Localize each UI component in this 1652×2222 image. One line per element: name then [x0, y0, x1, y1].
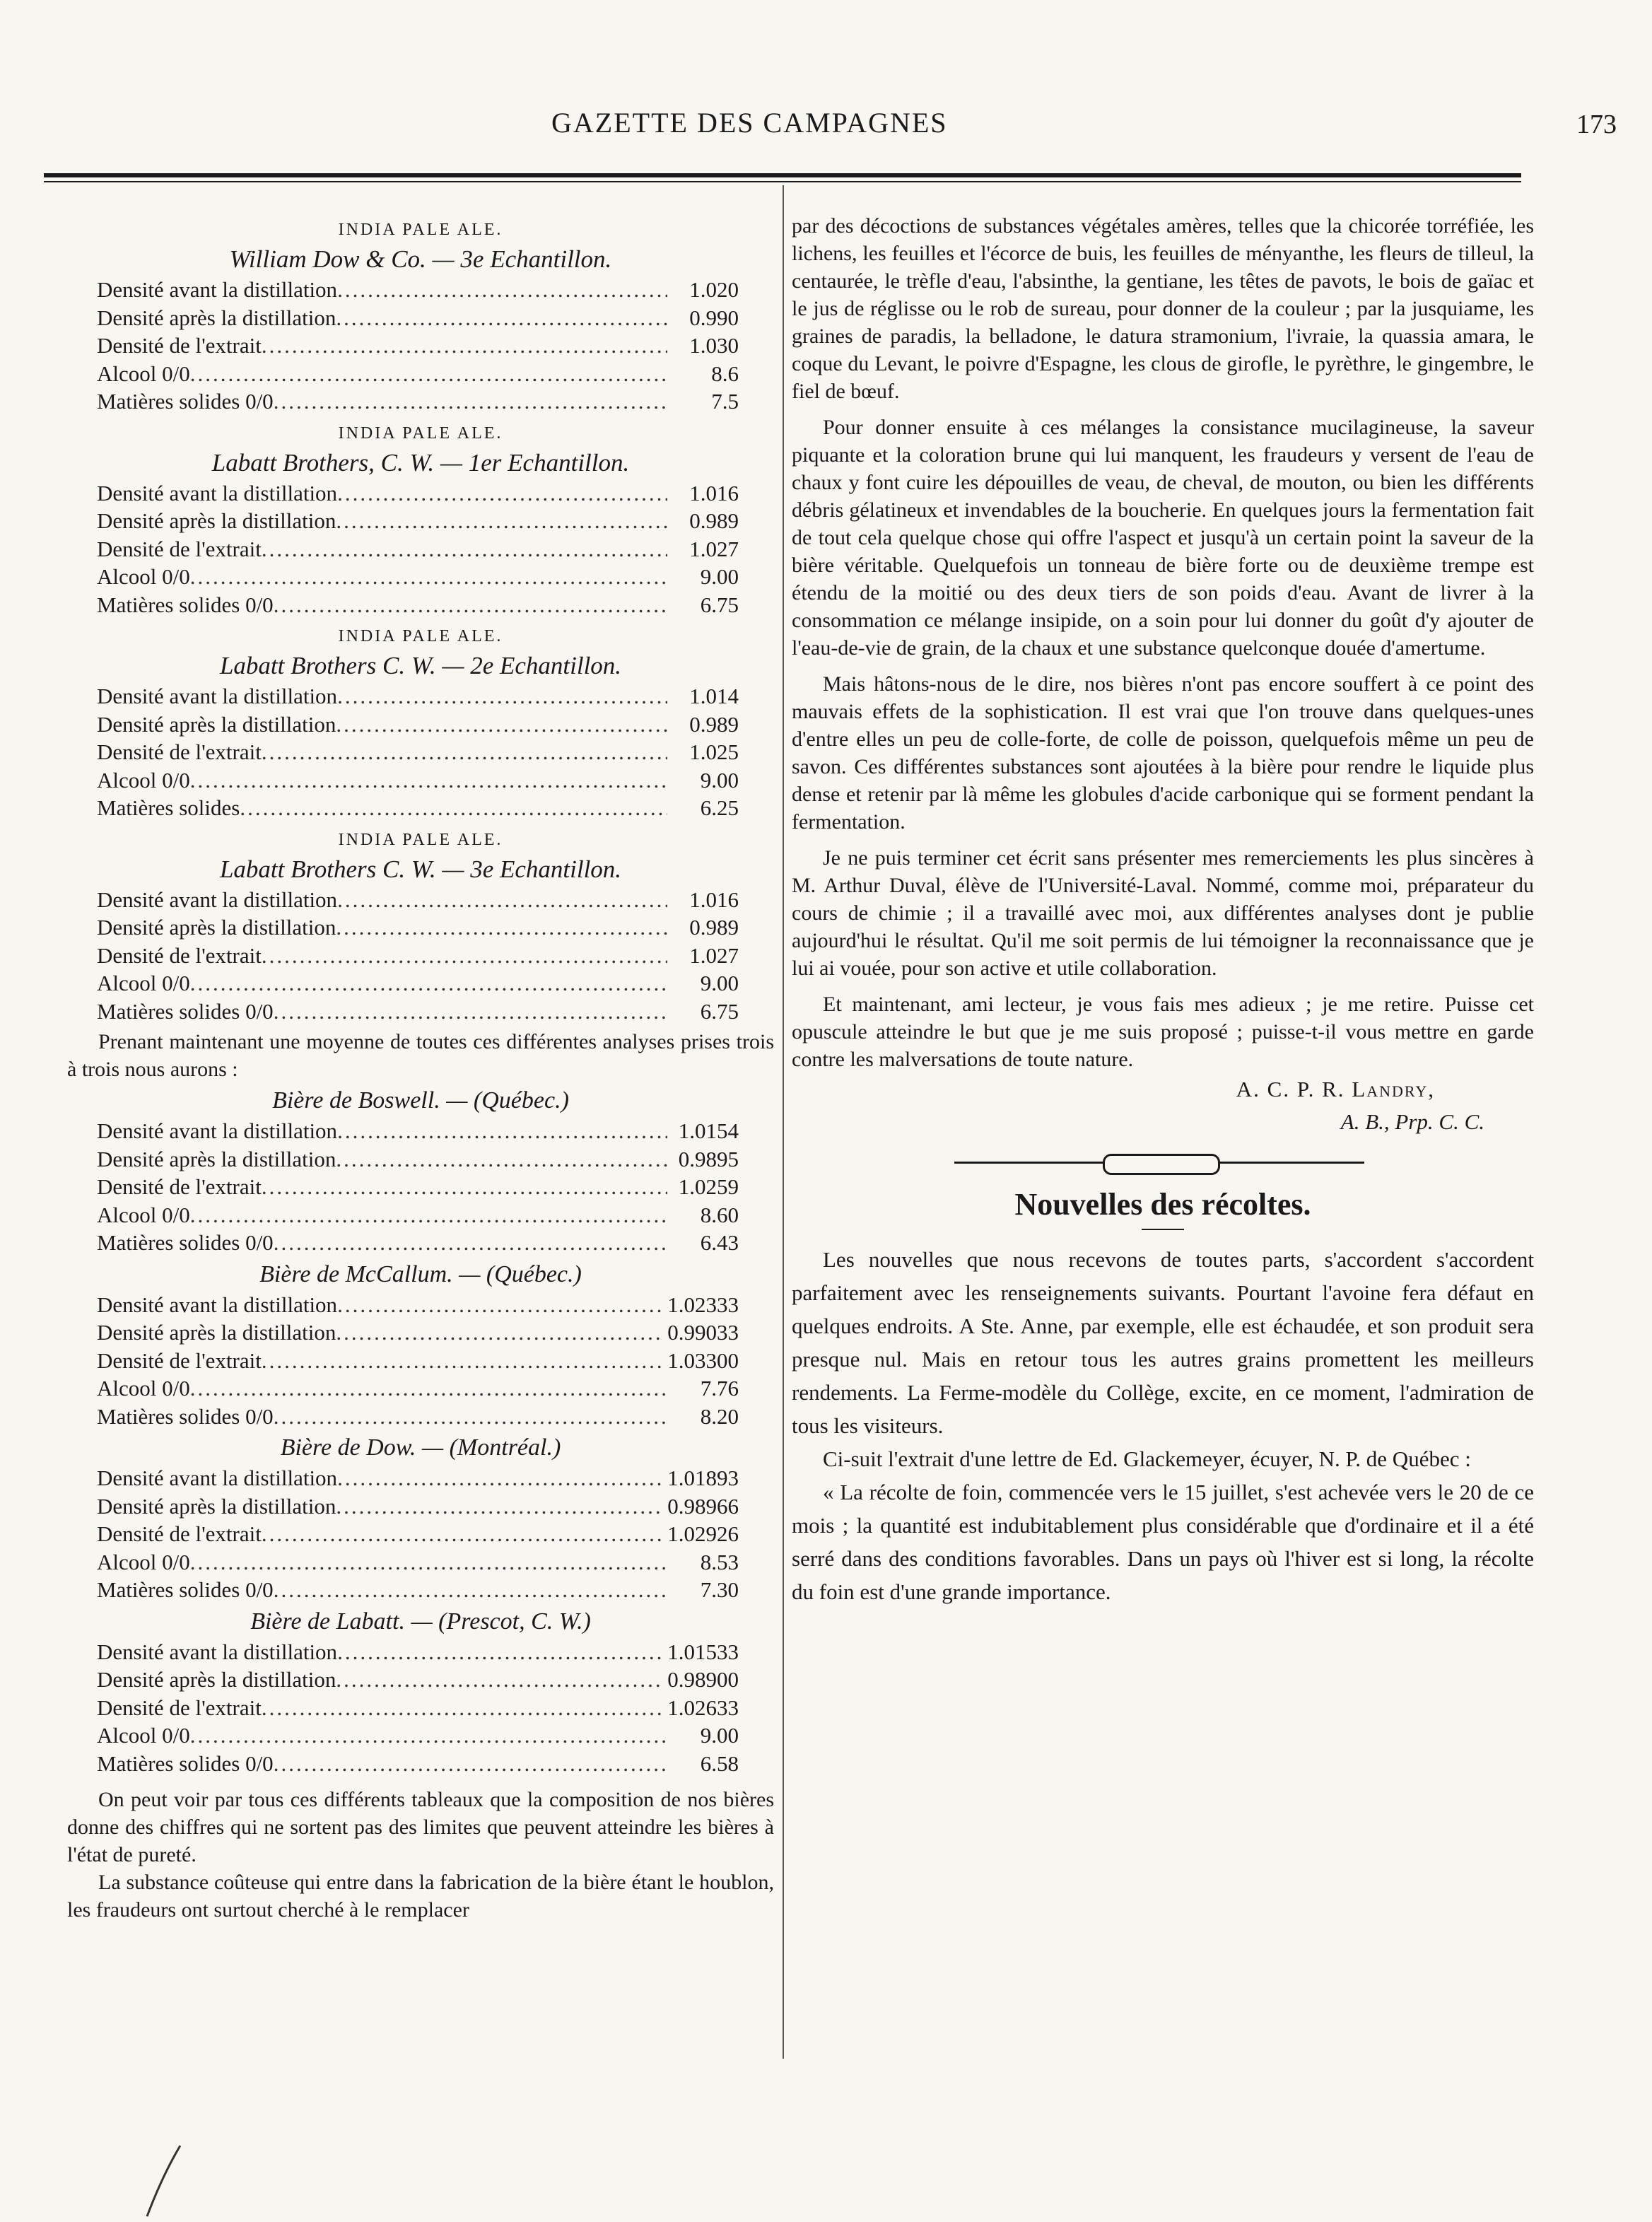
data-row	[97, 591, 739, 619]
row-label: Densité après la distillation	[97, 1320, 336, 1345]
row-value: 9.00	[700, 767, 739, 793]
data-row	[97, 738, 739, 766]
row-label: Alcool 0/0	[97, 1549, 190, 1574]
row-value: 1.027	[689, 942, 739, 968]
running-title: GAZETTE DES CAMPAGNES	[551, 107, 948, 139]
average-block	[67, 1433, 774, 1604]
data-row	[97, 1117, 739, 1145]
header-rule-thick	[44, 173, 1521, 177]
data-row	[97, 1694, 739, 1722]
row-label: Matières solides 0/0	[97, 998, 274, 1024]
row-value: 7.5	[711, 389, 739, 414]
row-value: 8.60	[700, 1202, 739, 1227]
row-value: 1.01533	[667, 1639, 739, 1664]
row-label: Alcool 0/0	[97, 1202, 190, 1227]
data-row	[97, 886, 739, 914]
row-label: Densité après la distillation	[97, 1146, 336, 1171]
row-value: 0.989	[689, 915, 739, 940]
row-label: Densité avant la distillation	[97, 1639, 338, 1664]
row-value: 9.00	[700, 1723, 739, 1748]
sample-heading: INDIA PALE ALE.	[338, 423, 503, 443]
data-row	[97, 969, 739, 998]
average-intro: Prenant maintenant une moyenne de toutes ces différentes analyses prises trois à trois nous aurons :	[67, 1030, 774, 1081]
news-paragraph: Ci-suit l'extrait d'une lettre de Ed. Glackemeyer, écuyer, N. P. de Québec :	[823, 1446, 1471, 1471]
row-value: 6.58	[700, 1750, 739, 1776]
row-value: 1.03300	[667, 1347, 739, 1373]
sample-title: William Dow & Co. — 3e Echantillon.	[229, 245, 612, 273]
row-label: Matières solides 0/0	[97, 592, 274, 617]
data-row	[97, 1666, 739, 1694]
row-label: Densité après la distillation	[97, 711, 336, 737]
row-value: 1.030	[689, 333, 739, 358]
row-label: Densité avant la distillation	[97, 887, 338, 912]
data-row	[97, 1145, 739, 1174]
average-block	[67, 1607, 774, 1778]
average-block	[67, 1260, 774, 1431]
row-label: Alcool 0/0	[97, 767, 190, 793]
row-value: 0.989	[689, 711, 739, 737]
row-label: Matières solides 0/0	[97, 1230, 274, 1255]
row-value: 1.027	[689, 536, 739, 561]
row-label: Densité de l'extrait	[97, 1347, 262, 1373]
row-label: Densité après la distillation	[97, 305, 336, 330]
data-row	[97, 1403, 739, 1431]
row-label: Densité après la distillation	[97, 915, 336, 940]
average-title: Bière de Dow. — (Montréal.)	[280, 1434, 561, 1461]
row-value: 7.30	[700, 1577, 739, 1602]
row-label: Densité après la distillation	[97, 508, 336, 533]
row-label: Matières solides 0/0	[97, 1403, 274, 1429]
row-value: 6.43	[700, 1230, 739, 1255]
data-row	[97, 276, 739, 304]
data-row	[97, 1291, 739, 1319]
sample-block	[67, 826, 774, 1026]
row-label: Densité de l'extrait	[97, 333, 262, 358]
row-value: 0.99033	[667, 1320, 739, 1345]
row-label: Alcool 0/0	[97, 971, 190, 995]
row-value: 1.025	[689, 739, 739, 764]
row-value: 0.9895	[678, 1146, 739, 1171]
body-paragraph: On peut voir par tous ces différents tableaux que la composition de nos bières donne des chiffres qui ne sortent pas des limites que peuvent atteindre les bières à l'état de pureté.	[67, 1788, 774, 1866]
data-row	[97, 1548, 739, 1577]
row-label: Matières solides 0/0	[97, 389, 274, 414]
pencil-mark	[141, 2142, 184, 2220]
data-row	[97, 360, 739, 388]
column-divider	[783, 185, 784, 2059]
data-row	[97, 1229, 739, 1257]
data-row	[97, 332, 739, 360]
sample-block	[67, 420, 774, 619]
body-paragraph: Pour donner ensuite à ces mélanges la consistance mucilagineuse, la saveur piquante et la coloration brune qui lui manquent, les fraudeurs y versent de l'eau de chaux y font cuire les dépouilles de veau, de cheval, de mouton, ou bien les différents débris gélatineux et invendables de la boucherie. En quelques jours la fermentation fait de tout cela quelque chose qui offre l'aspect et jusqu'à un certain point la saveur de la bière véritable. Quelquefois un tonneau de bière forte ou de deuxième trempe est étendu de la moitié ou des deux tiers de son poids d'eau. Avant de livrer à la consommation ce mélange insipide, on a soin pour lui donner du goût d'y ajouter de l'eau-de-vie de grain, de la chaux et une substance quelconque douée d'amertume.	[792, 416, 1534, 660]
body-paragraph: Mais hâtons-nous de le dire, nos bières n'ont pas encore souffert à ce point des mauvais effets de la sophistication. Il est vrai que l'on trouve dans quelques-unes d'entre elles un peu de colle-forte, de colle de poisson, quelquefois même un peu de savon. Ces différentes substances sont ajoutées à la bière pour rendre le liquide plus dense et retenir par là même les globules d'acide carbonique qui se forment pendant la fermentation.	[792, 672, 1534, 834]
row-value: 1.02633	[667, 1695, 739, 1720]
data-row	[97, 1638, 739, 1666]
row-value: 6.75	[700, 592, 739, 617]
row-label: Alcool 0/0	[97, 361, 190, 386]
row-label: Densité avant la distillation	[97, 1292, 338, 1317]
sample-block	[67, 623, 774, 822]
data-row	[97, 682, 739, 711]
section-heading: Nouvelles des récoltes.	[1014, 1187, 1311, 1222]
row-label: Alcool 0/0	[97, 564, 190, 589]
body-paragraph: par des décoctions de substances végétales amères, telles que la chicorée torréfiée, les lichens, les feuilles et l'écorce de buis, les feuilles de ményanthe, les fleurs de tilleul, la centaurée, le trèfle d'eau, l'absinthe, la gentiane, les têtes de pavots, le bois de gaïac et le jus de réglisse ou le rob de sureau, pour donner de la couleur ; par la jusquiame, les graines de paradis, la belladone, le datura stramonium, l'ivraie, la quassia amara, le coque du Levant, le poivre d'Espagne, les clous de girofle, le pyrèthre, le gingembre, le fiel de bœuf.	[792, 214, 1534, 403]
row-value: 1.0259	[678, 1174, 739, 1199]
ornament-divider	[792, 1148, 1534, 1176]
row-label: Alcool 0/0	[97, 1376, 190, 1401]
signature-name: A. C. P. R. Landry,	[1236, 1077, 1435, 1101]
data-row	[97, 1173, 739, 1201]
data-row	[97, 563, 739, 591]
data-row	[97, 1318, 739, 1347]
data-row	[97, 794, 739, 822]
signature-title: A. B., Prp. C. C.	[1340, 1109, 1484, 1134]
sample-heading: INDIA PALE ALE.	[338, 830, 503, 849]
page-header	[0, 106, 1652, 148]
data-row	[97, 711, 739, 739]
row-label: Densité avant la distillation	[97, 1466, 338, 1490]
row-label: Matières solides 0/0	[97, 1750, 274, 1776]
average-title: Bière de Boswell. — (Québec.)	[272, 1087, 569, 1113]
average-title: Bière de Labatt. — (Prescot, C. W.)	[250, 1608, 591, 1635]
row-value: 7.76	[700, 1376, 739, 1401]
row-label: Densité avant la distillation	[97, 684, 338, 708]
row-value: 9.00	[700, 971, 739, 995]
row-value: 0.98966	[667, 1493, 739, 1519]
sample-block	[67, 216, 774, 416]
data-row	[97, 535, 739, 563]
data-row	[97, 304, 739, 332]
data-row	[97, 1492, 739, 1521]
row-value: 1.01893	[667, 1466, 739, 1490]
sample-title: Labatt Brothers C. W. — 3e Echantillon.	[219, 855, 622, 883]
row-value: 8.6	[711, 361, 739, 386]
row-label: Matières solides	[97, 795, 240, 820]
row-value: 8.20	[700, 1403, 739, 1429]
row-label: Densité après la distillation	[97, 1667, 336, 1692]
news-paragraph: « La récolte de foin, commencée vers le 15 juillet, s'est achevée vers le 20 de ce mois ; la quantité est indubitablement plus considérable que d'ordinaire et il a été serré dans des conditions favorables. Dans un pays où l'hiver est si long, la récolte du foin est d'une grande importance.	[792, 1480, 1534, 1604]
row-value: 1.020	[689, 277, 739, 302]
right-column	[792, 212, 1534, 1608]
row-label: Alcool 0/0	[97, 1723, 190, 1748]
row-value: 1.0154	[678, 1118, 739, 1143]
data-row	[97, 1201, 739, 1229]
sample-title: Labatt Brothers C. W. — 2e Echantillon.	[219, 652, 622, 679]
row-label: Densité de l'extrait	[97, 739, 262, 764]
data-row	[97, 1721, 739, 1750]
row-label: Densité de l'extrait	[97, 1695, 262, 1720]
row-value: 1.016	[689, 480, 739, 505]
row-value: 0.98900	[667, 1667, 739, 1692]
data-row	[97, 1750, 739, 1778]
data-row	[97, 1347, 739, 1375]
row-value: 8.53	[700, 1549, 739, 1574]
row-label: Matières solides 0/0	[97, 1577, 274, 1602]
row-value: 6.25	[700, 795, 739, 820]
data-row	[97, 1374, 739, 1403]
sample-heading: INDIA PALE ALE.	[338, 221, 503, 239]
body-paragraph: La substance coûteuse qui entre dans la fabrication de la bière étant le houblon, les fraudeurs ont surtout cherché à le remplacer	[67, 1871, 774, 1922]
row-label: Densité après la distillation	[97, 1493, 336, 1519]
sample-heading: INDIA PALE ALE.	[338, 627, 503, 645]
data-row	[97, 507, 739, 535]
data-row	[97, 387, 739, 416]
row-value: 0.989	[689, 508, 739, 533]
sample-title: Labatt Brothers, C. W. — 1er Echantillon.	[211, 448, 630, 476]
average-block	[67, 1086, 774, 1257]
row-label: Densité avant la distillation	[97, 277, 338, 302]
left-column	[67, 212, 774, 1924]
data-row	[97, 1576, 739, 1604]
row-label: Densité de l'extrait	[97, 942, 262, 968]
data-row	[97, 479, 739, 508]
data-row	[97, 942, 739, 970]
data-row	[97, 1464, 739, 1492]
row-value: 1.014	[689, 684, 739, 708]
data-row	[97, 1520, 739, 1548]
row-value: 0.990	[689, 305, 739, 330]
row-label: Densité avant la distillation	[97, 1118, 338, 1143]
row-label: Densité de l'extrait	[97, 1521, 262, 1546]
page-number: 173	[1576, 110, 1617, 139]
body-paragraph: Et maintenant, ami lecteur, je vous fais mes adieux ; je me retire. Puisse cet opuscule atteindre le but que je me suis proposé ; puisse-t-il vous mettre en garde contre les malversations de toute nature.	[792, 993, 1534, 1071]
row-value: 1.016	[689, 887, 739, 912]
data-row	[97, 766, 739, 795]
row-value: 9.00	[700, 564, 739, 589]
row-value: 1.02333	[667, 1292, 739, 1317]
news-paragraph: Les nouvelles que nous recevons de toutes parts, s'accordent s'accordent parfaitement avec les renseignements suivants. Pourtant l'avoine fera défaut en quelques endroits. A Ste. Anne, par exemple, elle est échaudée, et son produit sera presque nul. Mais en retour tous les autres grains promettent les meilleurs rendements. La Ferme-modèle du Collège, excite, en ce moment, l'admiration de tous les visiteurs.	[792, 1247, 1534, 1438]
heading-rule	[1142, 1229, 1184, 1230]
data-row	[97, 998, 739, 1026]
data-row	[97, 913, 739, 942]
row-label: Densité avant la distillation	[97, 480, 338, 505]
average-title: Bière de McCallum. — (Québec.)	[259, 1261, 582, 1287]
row-label: Densité de l'extrait	[97, 536, 262, 561]
row-label: Densité de l'extrait	[97, 1174, 262, 1199]
body-paragraph: Je ne puis terminer cet écrit sans présenter mes remerciements les plus sincères à M. Arthur Duval, élève de l'Université-Laval. Nommé, comme moi, préparateur du cours de chimie ; il a travaillé avec moi, aux différentes analyses dont je publie aujourd'hui le résultat. Qu'il me soit permis de lui témoigner la reconnaissance que je lui ai vouée, pour son active et utile collaboration.	[792, 846, 1534, 980]
row-value: 6.75	[700, 998, 739, 1024]
header-rule-thin	[44, 181, 1521, 182]
row-value: 1.02926	[667, 1521, 739, 1546]
